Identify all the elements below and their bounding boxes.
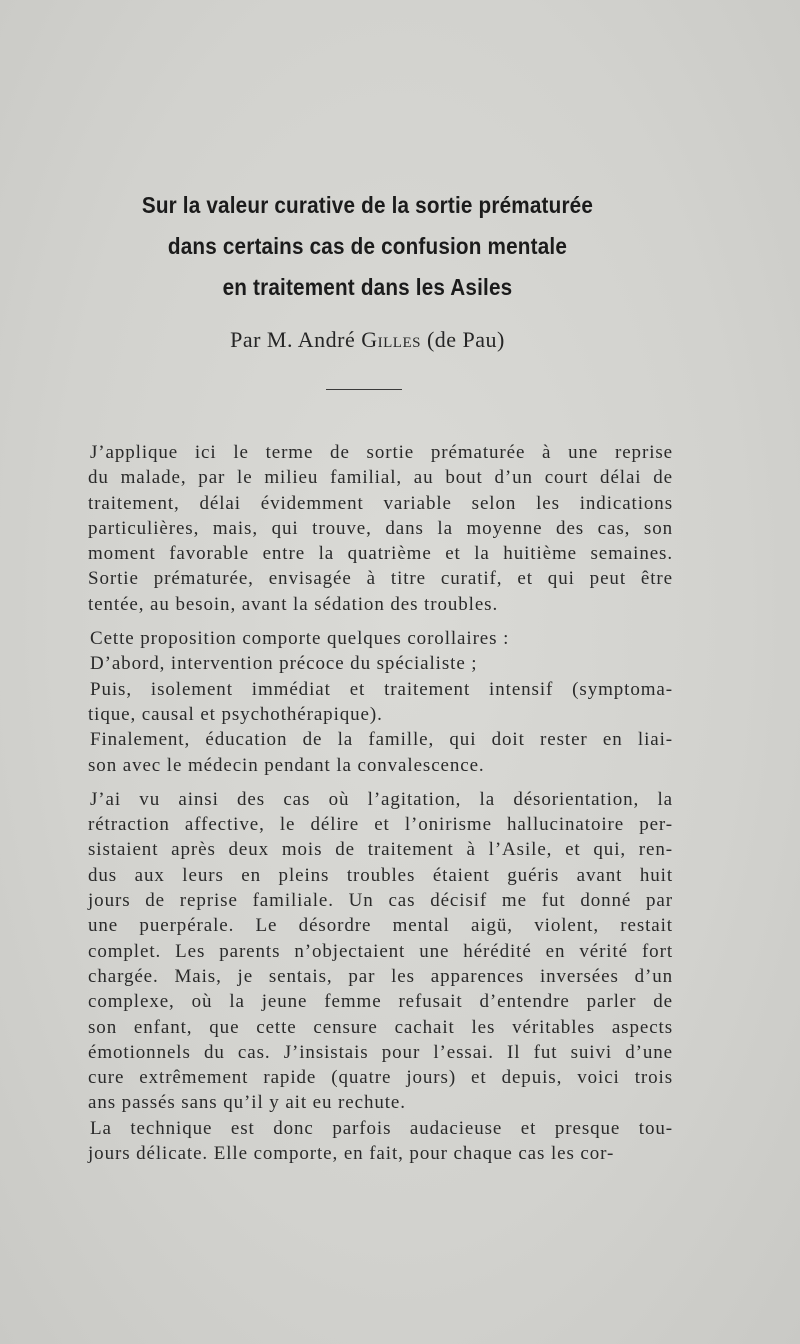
paragraph-gap [88, 617, 673, 626]
byline-suffix: (de Pau) [420, 327, 505, 352]
text-line: émotionnels du cas. J’insistais pour l’essai. Il fut suivi d’une [88, 1041, 673, 1063]
text-line: moment favorable entre la quatrième et la huitième semaines. [88, 543, 673, 565]
text-line: sistaient après deux mois de traitement à l’Asile, et qui, ren- [88, 839, 673, 861]
paragraph [88, 727, 673, 778]
text-line: Puis, isolement immédiat et traitement intensif (symptoma- [90, 678, 673, 700]
text-line: traitement, délai évidemment variable selon les indications [88, 492, 673, 514]
paragraph [88, 677, 673, 728]
text-line: une puerpérale. Le désordre mental aigü, violent, restait [88, 915, 673, 937]
text-line: J’applique ici le terme de sortie prématurée à une reprise [90, 442, 673, 463]
paragraph-gap [88, 778, 673, 787]
text-line: particulières, mais, qui trouve, dans la moyenne des cas, son [88, 517, 673, 539]
text-line: son avec le médecin pendant la convalescence. [88, 754, 485, 776]
text-line: tique, causal et psychothérapique). [88, 703, 383, 725]
text-line: cure extrêmement rapide (quatre jours) et depuis, voici trois [88, 1067, 673, 1089]
text-line: du malade, par le milieu familial, au bout d’un court délai de [88, 467, 673, 489]
text-line: rétraction affective, le délire et l’onirisme hallucinatoire per- [88, 814, 673, 836]
text-line: complet. Les parents n’objectaient une hérédité en vérité fort [88, 940, 673, 962]
title-divider [326, 389, 402, 390]
text-line: La technique est donc parfois audacieuse et presque tou- [90, 1117, 673, 1139]
text-line: son enfant, que cette censure cachait les véritables aspects [88, 1016, 673, 1038]
text-line: jours délicate. Elle comporte, en fait, pour chaque cas les cor- [88, 1143, 615, 1165]
paragraph [88, 440, 673, 617]
text-line: chargée. Mais, je sentais, par les apparences inversées d’un [88, 965, 673, 987]
text-line: D’abord, intervention précoce du spécialiste ; [90, 653, 478, 675]
author-surname: Gilles [361, 327, 421, 352]
text-line: Finalement, éducation de la famille, qui doit rester en liai- [90, 729, 673, 751]
text-line: Sortie prématurée, envisagée à titre curatif, et qui peut être [88, 568, 673, 590]
text-line: Cette proposition comporte quelques corollaires : [90, 628, 510, 650]
text-line: jours de reprise familiale. Un cas décisif me fut donné par [88, 890, 673, 912]
text-line: complexe, où la jeune femme refusait d’entendre parler de [88, 991, 673, 1013]
text-line: J’ai vu ainsi des cas où l’agitation, la désorientation, la [90, 788, 673, 810]
article-title-line-1: Sur la valeur curative de la sortie prématurée [141, 192, 594, 218]
paragraph [88, 651, 673, 676]
byline-prefix: Par M. André [230, 327, 362, 352]
text-line: tentée, au besoin, avant la sédation des troubles. [88, 593, 499, 615]
text-line: ans passés sans qu’il y ait eu rechute. [88, 1092, 406, 1114]
paragraph [88, 626, 673, 651]
article-body [88, 440, 673, 1166]
paragraph [88, 787, 673, 1116]
article-title-line-3: en traitement dans les Asiles [222, 274, 513, 300]
author-byline [0, 327, 735, 353]
article-title-line-2: dans certains cas de confusion mentale [167, 233, 568, 259]
text-line: dus aux leurs en pleins troubles étaient guéris avant huit [88, 864, 673, 886]
paragraph [88, 1116, 673, 1167]
